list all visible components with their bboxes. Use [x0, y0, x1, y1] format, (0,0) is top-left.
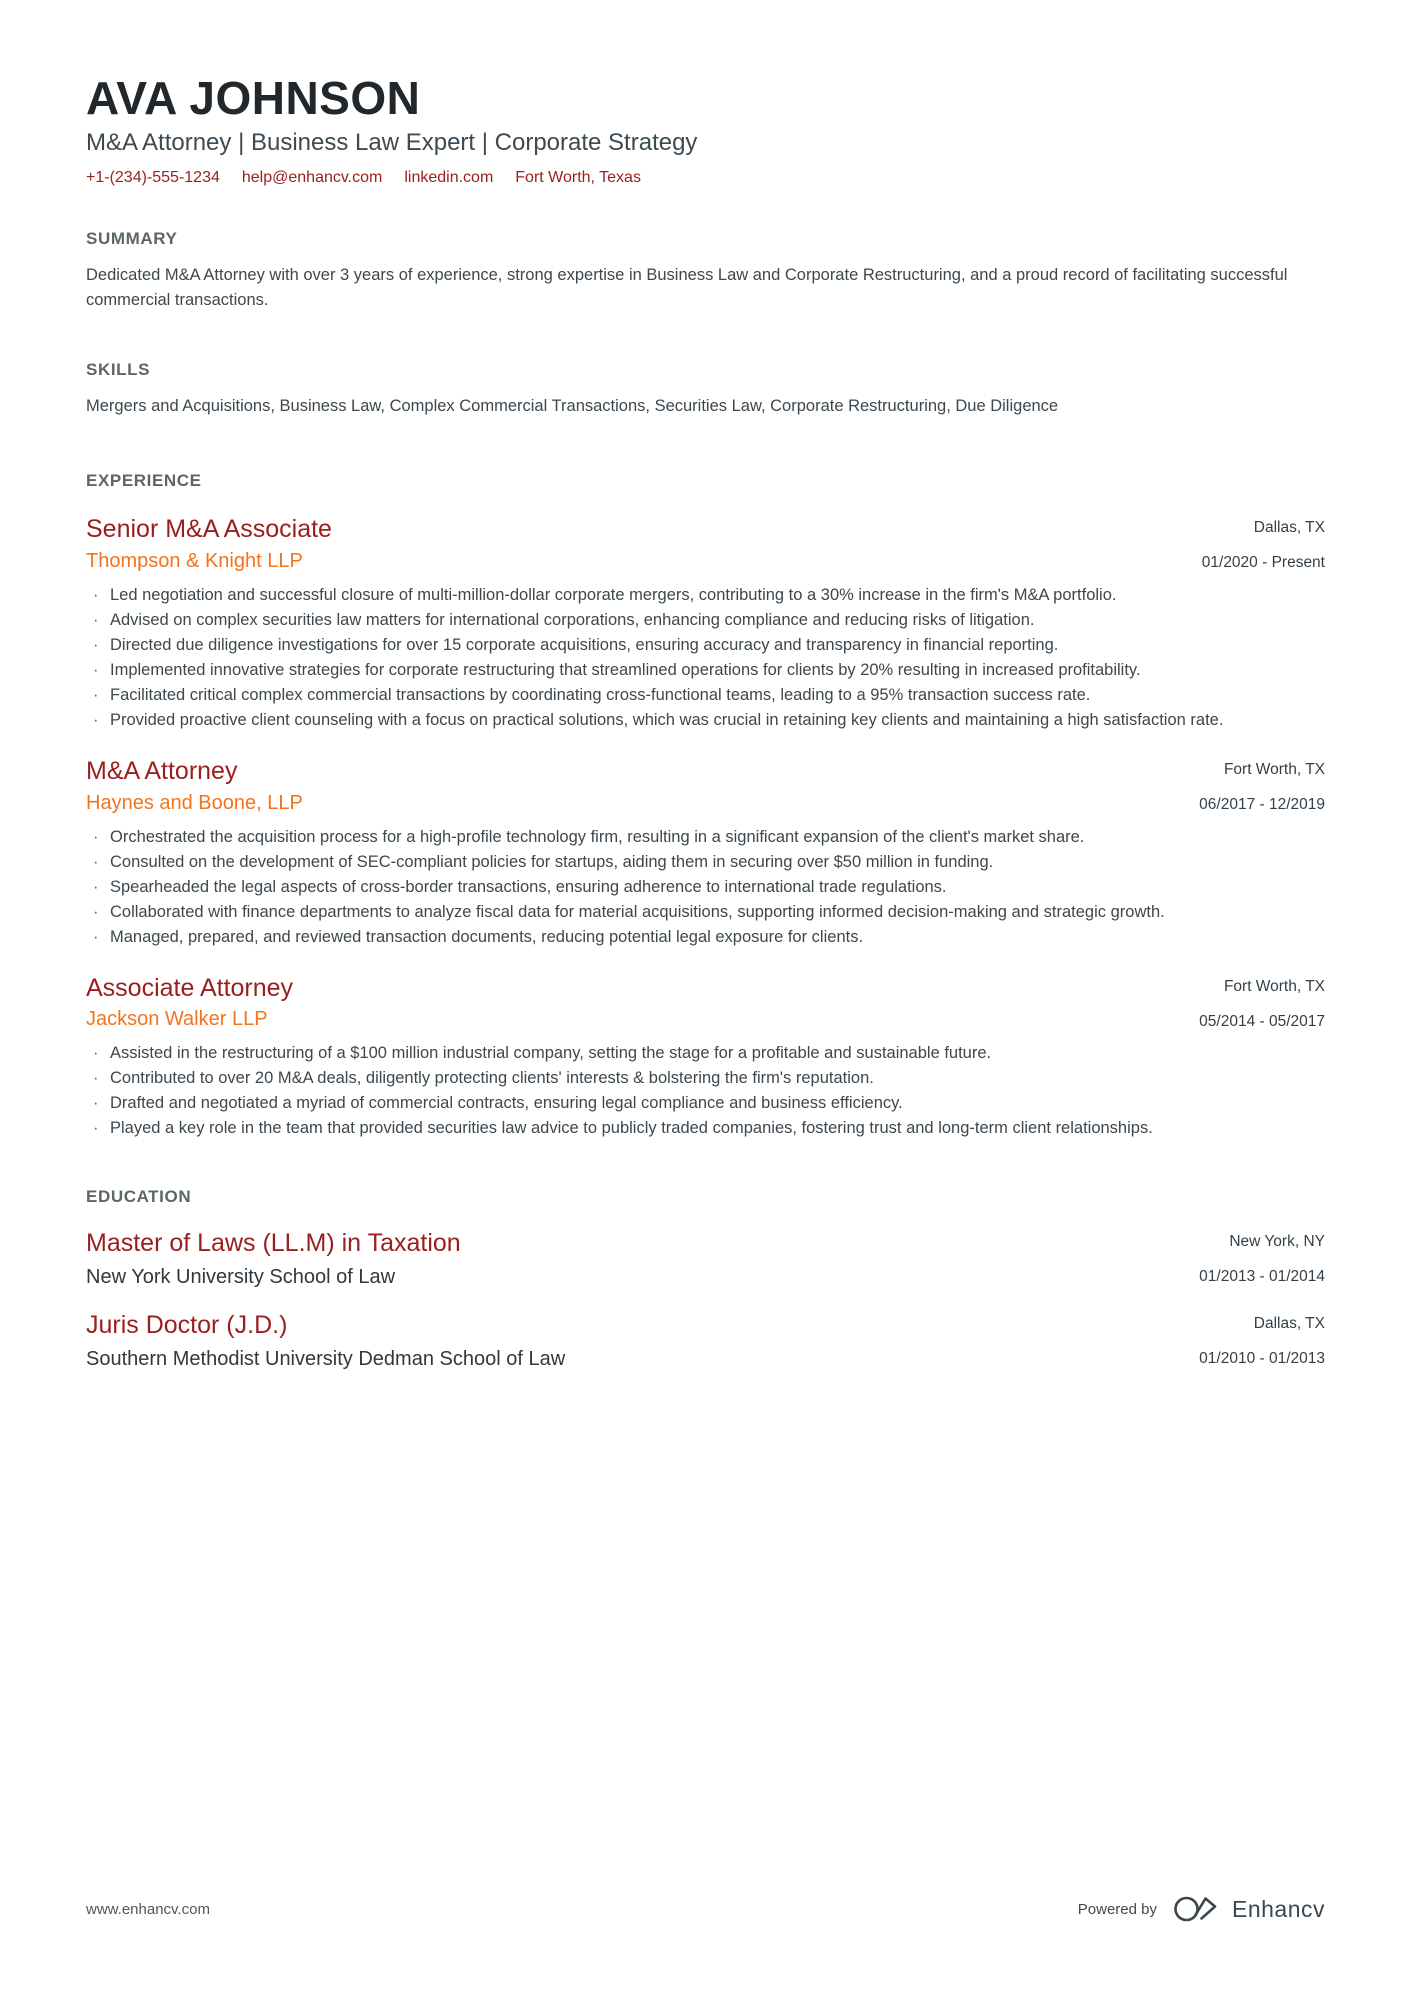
- bullet-item: · Collaborated with finance departments to analyze fiscal data for material acquisitions, supporting informed decision-making and strategic growth.: [86, 900, 1325, 925]
- powered-by-enhancv[interactable]: [1078, 1893, 1325, 1925]
- degree-title: Master of Laws (LL.M) in Taxation: [86, 1229, 461, 1258]
- bullet-item: · Orchestrated the acquisition process for a high-profile technology firm, resulting in a significant expansion of the client's market share.: [86, 825, 1325, 850]
- skills-text: Mergers and Acquisitions, Business Law, Complex Commercial Transactions, Securities Law, Corporate Restructuring, Due Diligence: [86, 397, 1059, 416]
- bullet-item: · Played a key role in the team that provided securities law advice to publicly traded companies, fostering trust and long-term client relationships.: [86, 1116, 1325, 1141]
- degree-school: New York University School of Law: [86, 1266, 396, 1289]
- bullet-item: · Assisted in the restructuring of a $100 million industrial company, setting the stage for a profitable and sustainable future.: [86, 1041, 1325, 1066]
- job-bullets: [86, 1041, 1325, 1141]
- job-location: Dallas, TX: [1253, 519, 1325, 537]
- job-title: M&A Attorney: [86, 756, 238, 785]
- degree-meta: [1199, 1229, 1325, 1289]
- degree-dates: 01/2010 - 01/2013: [1199, 1350, 1325, 1368]
- enhancv-brand-name: Enhancv: [1231, 1895, 1325, 1922]
- linkedin-link[interactable]: linkedin.com: [404, 169, 494, 187]
- bullet-item: · Facilitated critical complex commercial transactions by coordinating cross-functional teams, leading to a 95% transaction success rate.: [86, 683, 1325, 708]
- job-company: Jackson Walker LLP: [86, 1008, 268, 1031]
- job-title: Associate Attorney: [86, 973, 294, 1002]
- bullet-item: · Provided proactive client counseling with a focus on practical solutions, which was crucial in retaining key clients and maintaining a high satisfaction rate.: [86, 708, 1325, 733]
- powered-by-label: Powered by: [1077, 1900, 1157, 1918]
- job-meta: [1202, 515, 1325, 573]
- job-title: Senior M&A Associate: [86, 515, 332, 544]
- job-meta: [1199, 974, 1325, 1032]
- resume-header: [86, 74, 1325, 187]
- job-meta: [1199, 757, 1325, 815]
- experience-entry: [86, 515, 1325, 733]
- experience-entry-header: [86, 757, 1325, 815]
- bullet-item: · Contributed to over 20 M&A deals, diligently protecting clients' interests & bolstering the firm's reputation.: [86, 1066, 1325, 1091]
- person-name: AVA JOHNSON: [86, 72, 421, 124]
- person-headline: M&A Attorney | Business Law Expert | Corporate Strategy: [86, 129, 698, 157]
- degree-meta: [1199, 1311, 1325, 1371]
- job-dates: 06/2017 - 12/2019: [1199, 795, 1325, 813]
- job-dates: 01/2020 - Present: [1201, 554, 1325, 572]
- summary-text: Dedicated M&A Attorney with over 3 years of experience, strong expertise in Business Law and Corporate Restructuring, and a proud record of facilitating successful commercial transactions.: [86, 266, 1288, 310]
- bullet-item: · Led negotiation and successful closure of multi-million-dollar corporate mergers, contributing to a 30% increase in the firm's M&A portfolio.: [86, 583, 1325, 608]
- job-location: Fort Worth, TX: [1223, 760, 1325, 778]
- summary-heading: SUMMARY: [86, 229, 178, 249]
- education-entry-header: [86, 1229, 1325, 1289]
- experience-entry: [86, 757, 1325, 950]
- education-section: [86, 1141, 1325, 1371]
- degree-location: New York, NY: [1229, 1233, 1325, 1251]
- location-text: Fort Worth, Texas: [515, 169, 641, 187]
- bullet-item: · Managed, prepared, and reviewed transaction documents, reducing potential legal exposure for clients.: [86, 925, 1325, 950]
- experience-heading: EXPERIENCE: [86, 471, 202, 491]
- bullet-item: · Implemented innovative strategies for corporate restructuring that streamlined operations for clients by 20% resulting in increased profitability.: [86, 658, 1325, 683]
- experience-entry-header: [86, 515, 1325, 573]
- job-location: Fort Worth, TX: [1223, 977, 1325, 995]
- education-entry: [86, 1229, 1325, 1289]
- degree-location: Dallas, TX: [1253, 1315, 1325, 1333]
- education-entry-header: [86, 1311, 1325, 1371]
- experience-section: [86, 419, 1325, 1141]
- experience-entry-header: [86, 974, 1325, 1032]
- bullet-item: · Advised on complex securities law matters for international corporations, enhancing compliance and reducing risks of litigation.: [86, 608, 1325, 633]
- experience-entry: [86, 974, 1325, 1142]
- bullet-item: · Directed due diligence investigations for over 15 corporate acquisitions, ensuring accuracy and transparency in financial reporting.: [86, 633, 1325, 658]
- bullet-item: · Spearheaded the legal aspects of cross-border transactions, ensuring adherence to international trade regulations.: [86, 875, 1325, 900]
- education-heading: EDUCATION: [86, 1187, 192, 1207]
- enhancv-logo-icon: [1173, 1893, 1223, 1925]
- education-entry: [86, 1311, 1325, 1371]
- email-link[interactable]: help@enhancv.com: [241, 169, 383, 187]
- contact-row: [86, 169, 1325, 187]
- job-dates: 05/2014 - 05/2017: [1199, 1012, 1325, 1030]
- enhancv-website-link[interactable]: www.enhancv.com: [86, 1900, 210, 1918]
- degree-dates: 01/2013 - 01/2014: [1199, 1268, 1325, 1286]
- job-bullets: [86, 825, 1325, 950]
- job-company: Thompson & Knight LLP: [86, 549, 303, 572]
- summary-section: [86, 187, 1325, 313]
- degree-school: Southern Methodist University Dedman School of Law: [86, 1347, 566, 1370]
- job-bullets: [86, 583, 1325, 733]
- page-footer: [86, 1893, 1325, 1925]
- job-company: Haynes and Boone, LLP: [86, 791, 303, 814]
- degree-title: Juris Doctor (J.D.): [86, 1311, 288, 1340]
- skills-section: [86, 313, 1325, 419]
- phone-link[interactable]: +1-(234)-555-1234: [86, 169, 220, 187]
- bullet-item: · Drafted and negotiated a myriad of commercial contracts, ensuring legal compliance and business efficiency.: [86, 1091, 1325, 1116]
- bullet-item: · Consulted on the development of SEC-compliant policies for startups, aiding them in securing over $50 million in funding.: [86, 850, 1325, 875]
- skills-heading: SKILLS: [86, 360, 151, 380]
